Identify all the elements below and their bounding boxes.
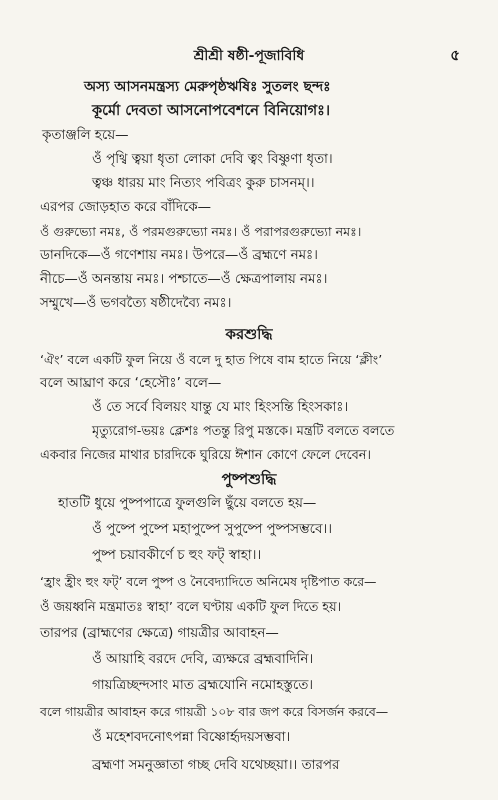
- instruction-line: একবার নিজের মাথার চারদিকে ঘুরিয়ে ঈশান কোণে ফেলে দেবেন।: [40, 448, 371, 463]
- instruction-line: বলে আঘ্রাণ করে ‘হেসৌঃ’ বলে—: [40, 376, 222, 391]
- mantra-line: অস্য আসনমন্ত্রস্য মেরুপৃষ্ঠঋষিঃ সুতলং ছন্দঃ: [84, 79, 331, 95]
- page-number: ৫: [450, 46, 460, 64]
- section-heading-karashuddhi: করশুদ্ধি: [225, 325, 273, 343]
- mantra-line: ওঁ আয়াহি বরদে দেবি, ত্র্যক্ষরে ব্রহ্মবাদিনি।: [92, 652, 314, 667]
- instruction-line: বলে গায়ত্রীর আবাহন করে গায়ত্রী ১০৮ বার জপ করে বিসর্জন করবে—: [40, 704, 389, 719]
- mantra-line: পুষ্প চয়াবকীর্ণে চ হুং ফট্ স্বাহা।।: [92, 548, 262, 563]
- instruction-line: ওঁ জয়ধ্বনি মন্ত্রমাতঃ স্বাহা’ বলে ঘণ্টায় একটি ফুল দিতে হয়।: [40, 600, 342, 615]
- instruction-line: কৃতাঞ্জলি হয়ে—: [42, 128, 129, 143]
- mantra-line: ওঁ গুরুভ্যো নমঃ, ওঁ পরমগুরুভ্যো নমঃ। ওঁ পরাপরগুরুভ্যো নমঃ।: [40, 224, 362, 239]
- instruction-line: ‘হ্রাং হ্রীং হুং ফট্’ বলে পুষ্প ও নৈবেদ্যাদিতে অনিমেষ দৃষ্টিপাত করে—: [40, 574, 377, 589]
- section-heading-pushpashuddhi: পুষ্পশুদ্ধি: [221, 470, 277, 488]
- mantra-line: ওঁ তে সর্বে বিলয়ং যান্তু যে মাং হিংসন্তি হিংসকাঃ।: [92, 400, 349, 415]
- running-title: শ্রীশ্রী ষষ্ঠী-পূজাবিধি: [193, 48, 305, 64]
- mantra-line: নীচে—ওঁ অনন্তায় নমঃ। পশ্চাতে—ওঁ ক্ষেত্রপালায় নমঃ।: [40, 272, 328, 287]
- instruction-line: এরপর জোড়হাত করে বাঁদিকে—: [40, 200, 212, 215]
- page-header: [0, 44, 498, 66]
- instruction-line: তারপর (ব্রাহ্মণের ক্ষেত্রে) গায়ত্রীর আবাহন—: [40, 626, 279, 641]
- instruction-line: ‘ঐং’ বলে একটি ফুল নিয়ে ওঁ বলে দু হাত পিষে বাম হাতে নিয়ে ‘ক্লীং’: [40, 352, 383, 367]
- mantra-line: ওঁ পৃথ্বি ত্বয়া ধৃতা লোকা দেবি ত্বং বিষ্ণুণা ধৃতা।: [92, 152, 333, 167]
- mantra-line: ওঁ পুষ্পে পুষ্পে মহাপুষ্পে সুপুষ্পে পুষ্পসম্ভবে।।: [92, 522, 333, 537]
- mantra-line: ব্রহ্মণা সমনুজ্ঞাতা গচ্ছ দেবি যথেচ্ছয়া।। তারপর: [92, 758, 340, 773]
- mantra-line: মৃত্যুরোগ-ভয়ঃ ক্লেশঃ পতন্তু রিপু মস্তকে। মন্ত্রটি বলতে বলতে: [92, 424, 395, 439]
- mantra-line: ডানদিকে—ওঁ গণেশায় নমঃ। উপরে—ওঁ ব্রহ্মণে নমঃ।: [40, 248, 318, 263]
- mantra-line: কূর্মো দেবতা আসনোপবেশনে বিনিয়োগঃ।: [92, 103, 331, 119]
- mantra-line: গায়ত্রিচ্ছন্দসাং মাত ব্রহ্মযোনি নমোহস্তুতে।: [92, 678, 314, 693]
- mantra-line: ওঁ মহেশবদনোৎপন্না বিষ্ণোর্হৃদয়সম্ভবা।: [92, 730, 291, 745]
- mantra-line: ত্বঞ্চ ধারয় মাং নিত্যং পবিত্রং কুরু চাসনম্।।: [92, 176, 315, 191]
- mantra-line: সম্মুখে—ওঁ ভগবত্যৈ ষষ্ঠীদেব্যৈ নমঃ।: [40, 296, 232, 311]
- instruction-line: হাতটি ধুয়ে পুষ্পপাত্রে ফুলগুলি ছুঁয়ে বলতে হয়—: [58, 496, 317, 511]
